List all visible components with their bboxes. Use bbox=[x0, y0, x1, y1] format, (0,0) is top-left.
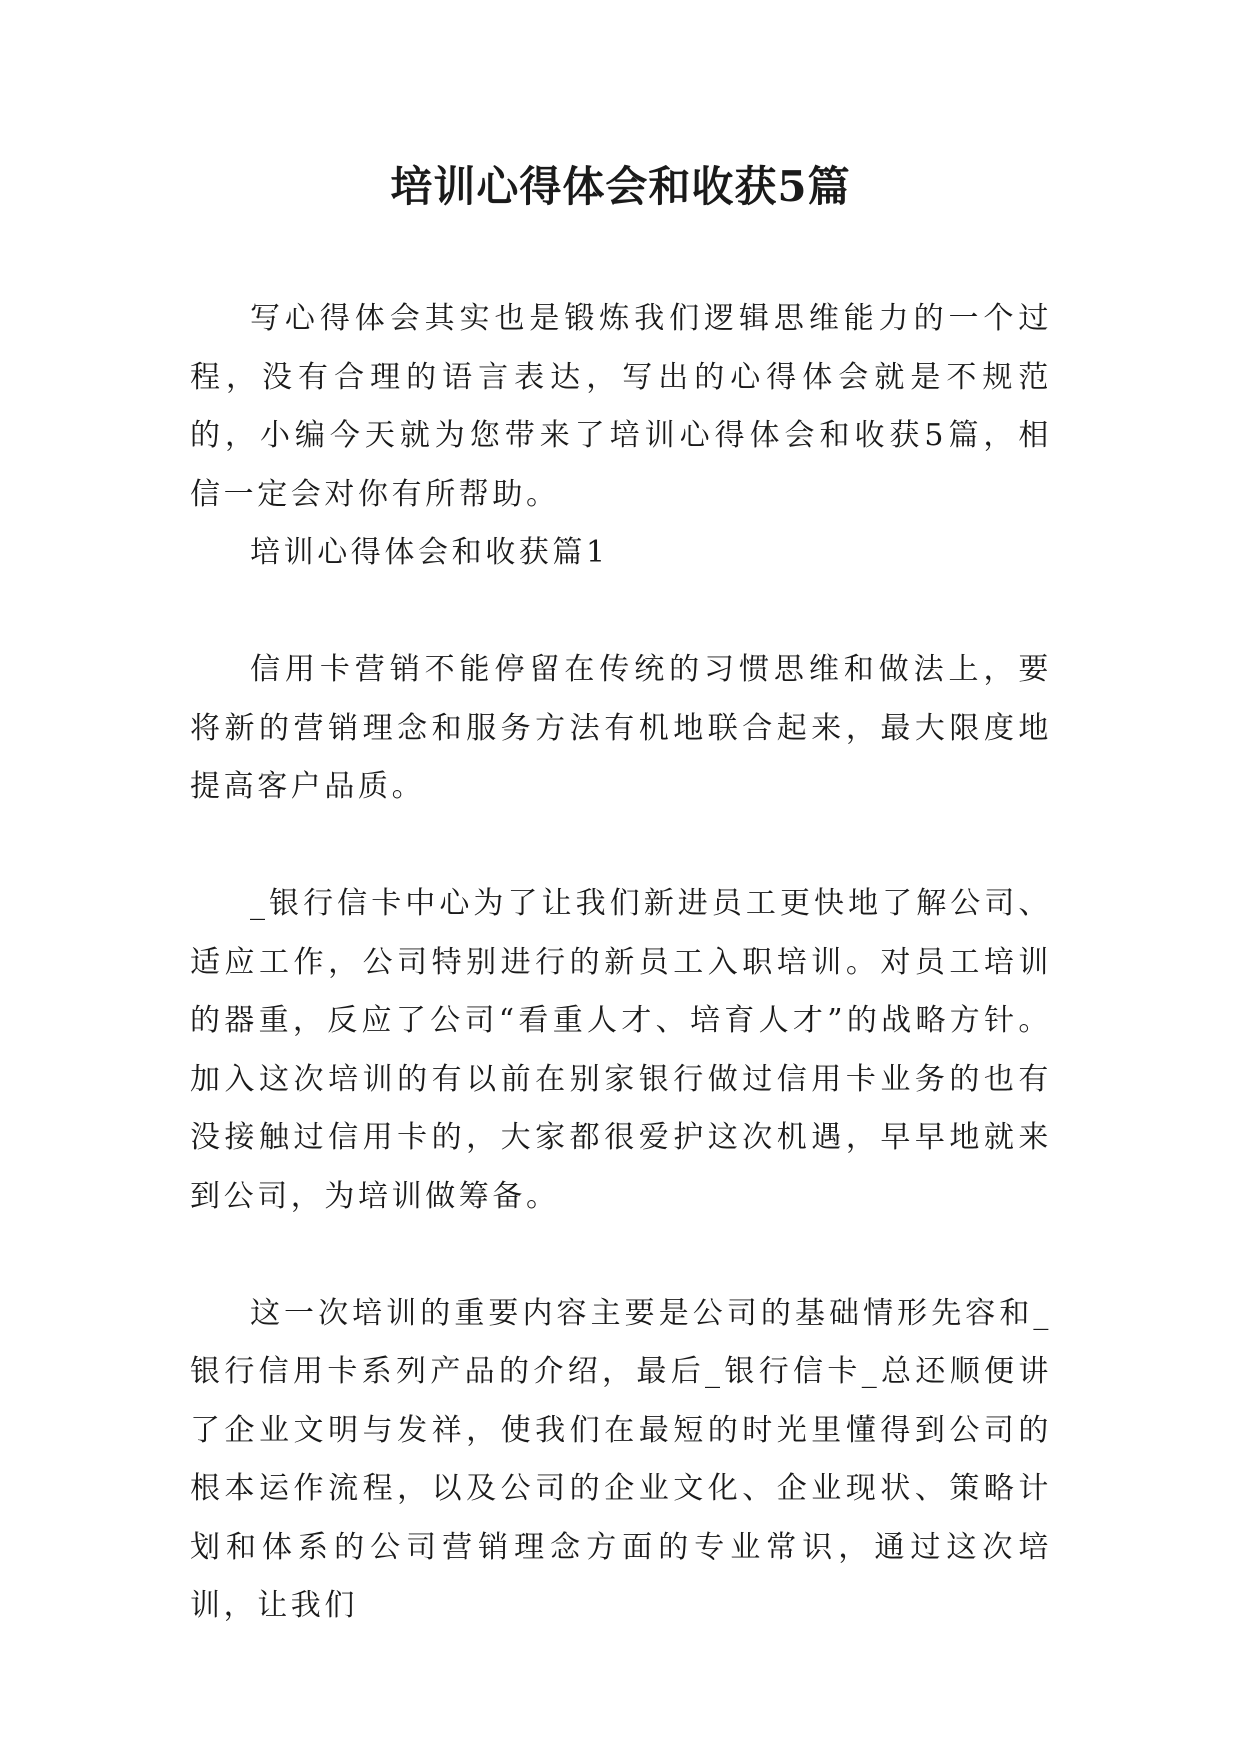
document-body bbox=[190, 290, 1052, 1636]
section-heading: 培训心得体会和收获篇1 bbox=[250, 535, 609, 570]
body-paragraph: 信用卡营销不能停留在传统的习惯思维和做法上，要将新的营销理念和服务方法有机地联合起来，最大限度地提高客户品质。 bbox=[190, 652, 1052, 804]
body-paragraph: 这一次培训的重要内容主要是公司的基础情形先容和_银行信用卡系列产品的介绍，最后_银行信卡_总还顺便讲了企业文明与发祥，使我们在最短的时光里懂得到公司的根本运作流程，以及公司的企业文化、企业现状、策略计划和体系的公司营销理念方面的专业常识，通过这次培训，让我们 bbox=[190, 1295, 1052, 1623]
intro-paragraph: 写心得体会其实也是锻炼我们逻辑思维能力的一个过程，没有合理的语言表达，写出的心得体会就是不规范的，小编今天就为您带来了培训心得体会和收获5篇，相信一定会对你有所帮助。 bbox=[190, 301, 1052, 512]
body-paragraph: _银行信卡中心为了让我们新进员工更快地了解公司、适应工作，公司特别进行的新员工入职培训。对员工培训的器重，反应了公司“看重人才、培育人才”的战略方针。加入这次培训的有以前在别家银行做过信用卡业务的也有没接触过信用卡的，大家都很爱护这次机遇，早早地就来到公司，为培训做筹备。 bbox=[190, 886, 1052, 1214]
document-title: 培训心得体会和收获5篇 bbox=[390, 162, 851, 211]
